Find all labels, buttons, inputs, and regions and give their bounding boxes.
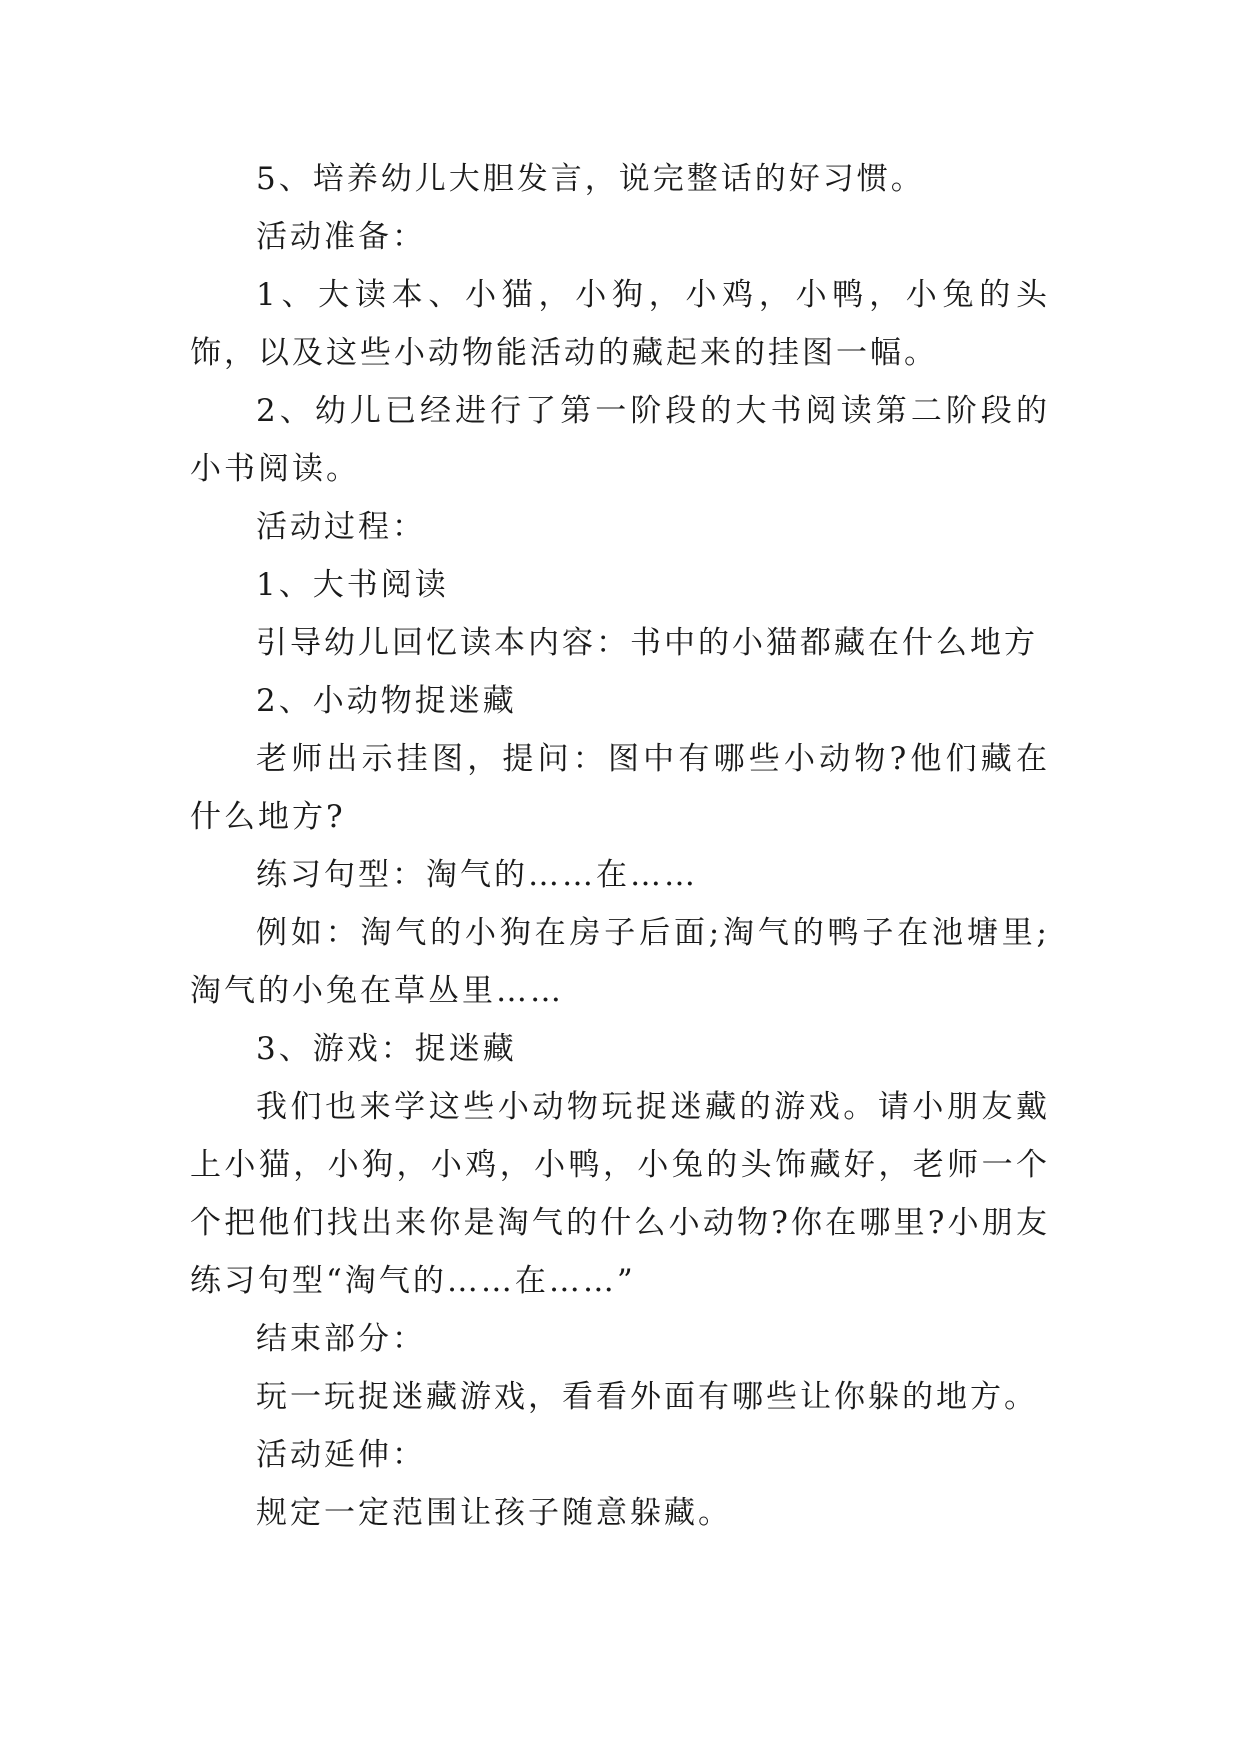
heading-ending: 结束部分：: [256, 1321, 426, 1357]
heading-extension: 活动延伸：: [256, 1437, 426, 1473]
paragraph-step-2-body: 老师出示挂图，提问：图中有哪些小动物?他们藏在什么地方?: [190, 741, 1050, 835]
paragraph-examples: 例如：淘气的小狗在房子后面;淘气的鸭子在池塘里;淘气的小兔在草丛里……: [190, 915, 1050, 1009]
document-page: [190, 150, 1050, 1542]
paragraph-sentence-pattern: 练习句型：淘气的……在……: [256, 857, 698, 893]
paragraph-step-2-title: 2、小动物捉迷藏: [256, 683, 517, 719]
paragraph-extension-body: 规定一定范围让孩子随意躲藏。: [256, 1495, 732, 1531]
paragraph-preparation-1: 1、大读本、小猫，小狗，小鸡，小鸭，小兔的头饰，以及这些小动物能活动的藏起来的挂图一幅。: [190, 277, 1050, 371]
heading-process: 活动过程：: [256, 509, 426, 545]
paragraph-ending-body: 玩一玩捉迷藏游戏，看看外面有哪些让你躲的地方。: [256, 1379, 1038, 1415]
paragraph-step-1-title: 1、大书阅读: [256, 567, 449, 603]
paragraph-step-3-title: 3、游戏：捉迷藏: [256, 1031, 517, 1067]
paragraph-preparation-2: 2、幼儿已经进行了第一阶段的大书阅读第二阶段的小书阅读。: [190, 393, 1050, 487]
heading-preparation: 活动准备：: [256, 219, 426, 255]
paragraph-step-3-body: 我们也来学这些小动物玩捉迷藏的游戏。请小朋友戴上小猫，小狗，小鸡，小鸭，小兔的头饰藏好，老师一个个把他们找出来你是淘气的什么小动物?你在哪里?小朋友练习句型“淘气的……在……”: [190, 1089, 1050, 1299]
paragraph-goal-5: 5、培养幼儿大胆发言，说完整话的好习惯。: [256, 161, 925, 197]
paragraph-step-1-body: 引导幼儿回忆读本内容：书中的小猫都藏在什么地方: [256, 625, 1038, 661]
